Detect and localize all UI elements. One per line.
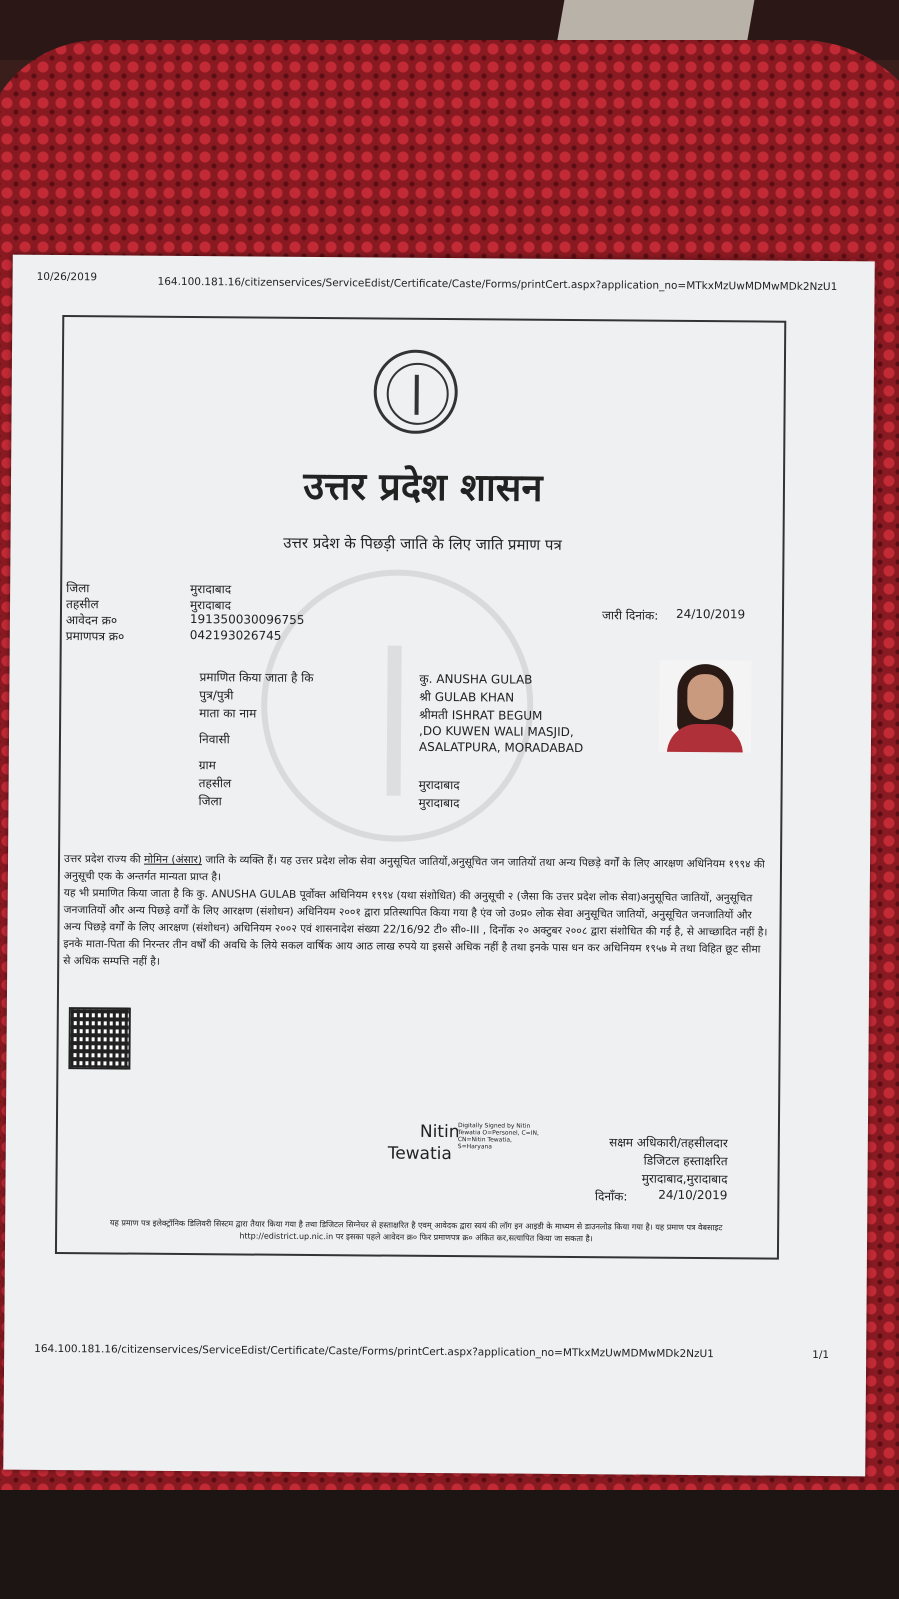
- signature-digital-text: Digitally Signed by Nitin Tewatia O=Personel, C=IN, CN=Nitin Tewatia, S=Haryana: [457, 1122, 539, 1151]
- meta-label-tehsil: तहसील: [65, 597, 99, 612]
- authority-title: सक्षम अधिकारी/तहसीलदार: [609, 1135, 728, 1151]
- para1-end: जाति के व्यक्ति हैं। यह उत्तर प्रदेश लोक सेवा अनुसूचित जातियों,अनुसूचित जन जातियों तथा अन्य पिछड़े वर्गों के लिए आरक्षण अधिनियम १९९४ की अनुसूची एक के अन्तर्गत मान्यता प्राप्त है।: [63, 854, 765, 884]
- detail-label-mother: माता का नाम: [199, 706, 257, 721]
- detail-label-child-of: पुत्र/पुत्री: [199, 688, 234, 703]
- detail-label-district: जिला: [198, 794, 222, 809]
- meta-label-application-no: आवेदन क्र०: [65, 613, 118, 628]
- page-number: 1/1: [812, 1348, 830, 1362]
- detail-label-certified: प्रमाणित किया जाता है कि: [199, 670, 314, 686]
- meta-value-certificate-no: 042193026745: [189, 628, 282, 643]
- detail-label-village: ग्राम: [198, 758, 216, 773]
- meta-value-application-no: 191350030096755: [189, 612, 305, 627]
- authority-date-label: दिनाँक:: [594, 1189, 628, 1204]
- detail-value-mother: श्रीमती ISHRAT BEGUM: [419, 707, 543, 723]
- detail-label-resident: निवासी: [198, 732, 230, 747]
- print-url-header[interactable]: 164.100.181.16/citizenservices/ServiceEdist/Certificate/Caste/Forms/printCert.aspx?application_no=MTkxMzUwMDMwMDk2NzU1: [157, 275, 838, 294]
- floor-bottom: [0, 1490, 899, 1599]
- signature-name-first: Nitin: [419, 1121, 460, 1143]
- issue-date: 24/10/2019: [675, 606, 746, 622]
- detail-value-address-2: ASALATPURA, MORADABAD: [418, 739, 584, 756]
- para1-start: उत्तर प्रदेश राज्य की: [63, 853, 145, 866]
- verification-footnote: यह प्रमाण पत्र इलेक्ट्रॉनिक डिलिवरी सिस्टम द्वारा तैयार किया गया है तथा डिजिटल सिग्नेचर से हस्ताक्षरित है एवम् आवेदक द्वारा स्वयं की लॉग इन आइडी के माध्यम से डाउनलोड किया गया है। यह प्रमाण पत्र वेबसाइट http://edistrict.up.nic.in पर इसका पहले आवेदन क्र० फिर प्रमाणपत्र क्र० अंकित कर,सत्यापित किया जा सकता है।: [109, 1218, 723, 1244]
- issue-date-label: जारी दिनांक:: [601, 608, 659, 623]
- certificate-frame: [55, 315, 786, 1260]
- authority-date: 24/10/2019: [658, 1187, 728, 1203]
- detail-label-tehsil: तहसील: [198, 776, 232, 791]
- detail-value-tehsil: मुरादाबाद: [418, 777, 460, 793]
- up-government-emblem-icon: [373, 349, 458, 434]
- qr-code-icon: [68, 1007, 130, 1069]
- para2: यह भी प्रमाणित किया जाता है कि कु. ANUSHA GULAB पूर्वोक्त अधिनियम १९९४ (यथा संशोधित) की अनुसूची २ (जैसा कि उत्तर प्रदेश लोक सेवा)अनुसूचित जातियों, अनुसूचित जनजातियों और अन्य पिछड़े वर्गों के लिए आरक्षण (संशोधन) अधिनियम २००१ द्वारा प्रतिस्थापित किया गया है एंव जो उ०प्र० लोक सेवा अनुसूचित जातियों, अनुसूचित जनजातियों और अन्य पिछड़े वर्गों के लिए आरक्षण (संशोधन) अधिनियम २००२ एवं शासनादेश संख्या 22/16/92 टी० सी०-III , दिनाँक २० अक्टुबर २००८ द्वारा संशोधित की गई है, से आच्छादित नहीं है।इनके माता-पिता की निरन्तर तीन वर्षों की अवधि के लिये सकल वार्षिक आय आठ लाख रुपये या इससे अधिक नहीं है तथा इनके पास धन कर अधिनियम १९५७ मे तथा विहित छूट सीमा से अधिक सम्पत्ति नहीं है।: [63, 887, 768, 968]
- detail-value-district: मुरादाबाद: [418, 795, 460, 811]
- print-date: 10/26/2019: [36, 270, 98, 284]
- meta-label-district: जिला: [66, 581, 90, 596]
- authority-digital: डिजिटल हस्ताक्षरित: [643, 1153, 728, 1169]
- meta-label-certificate-no: प्रमाणपत्र क्र०: [65, 629, 125, 644]
- authority-location: मुरादाबाद,मुरादाबाद: [641, 1171, 728, 1187]
- certificate-title: उत्तर प्रदेश शासन: [303, 462, 543, 510]
- meta-value-tehsil: मुरादाबाद: [189, 598, 232, 613]
- certificate-body: [63, 851, 770, 976]
- certificate-subtitle: उत्तर प्रदेश के पिछड़ी जाति के लिए जाति प्रमाण पत्र: [283, 533, 562, 554]
- detail-value-address-1: ,DO KUWEN WALI MASJID,: [419, 723, 574, 740]
- detail-value-father: श्री GULAB KHAN: [419, 689, 515, 705]
- signature-name-last: Tewatia: [387, 1143, 452, 1165]
- detail-value-name: कु. ANUSHA GULAB: [419, 671, 533, 687]
- certificate-paper: [3, 255, 875, 1477]
- caste-name: मोमिन (अंसार): [143, 853, 203, 867]
- print-url-footer[interactable]: 164.100.181.16/citizenservices/ServiceEdist/Certificate/Caste/Forms/printCert.aspx?application_no=MTkxMzUwMDMwMDk2NzU1: [34, 1342, 714, 1361]
- applicant-photo: [659, 660, 752, 753]
- meta-value-district: मुरादाबाद: [190, 582, 232, 597]
